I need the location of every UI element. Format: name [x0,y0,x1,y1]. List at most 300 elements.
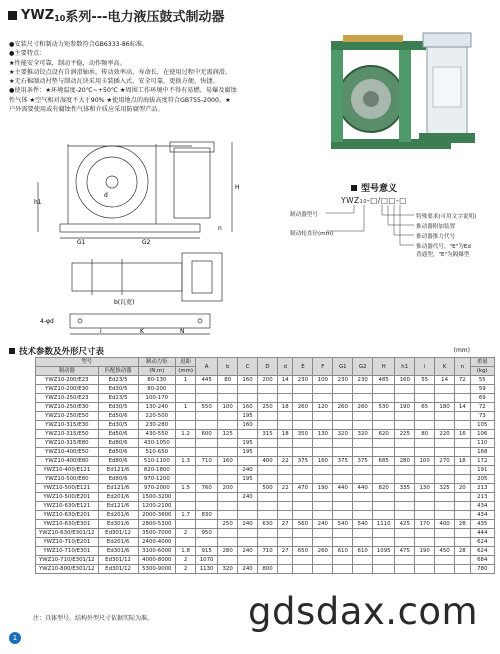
title-square-icon [8,11,17,20]
table-cell [238,529,258,538]
spec-table-body [36,376,495,574]
model-cell: YWZ10-200/E23 [36,376,99,385]
table-cell [293,529,313,538]
table-cell: 55 [415,376,435,385]
table-cell: 1.3 [176,457,196,466]
model-cell: YWZ10-630/E301 [36,520,99,529]
table-cell: 16 [455,430,470,439]
table-cell [455,466,470,475]
table-row [36,493,495,502]
table-cell: 110 [470,439,494,448]
table-cell: 195 [238,475,258,484]
table-cell [218,556,238,565]
table-cell: 2 [176,556,196,565]
table-cell [293,556,313,565]
table-cell: 280 [218,547,238,556]
table-cell: 240 [238,466,258,475]
table-cell [455,448,470,457]
table-cell: 213 [470,484,494,493]
table-cell: 970-2000 [138,484,176,493]
table-cell: 100-170 [138,394,176,403]
section-square-icon [351,185,357,191]
table-cell [176,394,196,403]
label-explosion-type: 普通型，"E"为隔爆型 [416,252,470,258]
table-cell [333,421,353,430]
label-G1: G1 [77,239,86,244]
table-cell [218,394,238,403]
table-cell [455,511,470,520]
table-cell [258,502,278,511]
table-cell [258,412,278,421]
table-cell: Ed121/6 [98,502,138,511]
label-thruster-force: 推动器推力代号 [416,234,456,240]
table-cell: 510-650 [138,448,176,457]
table-cell: 475 [395,547,415,556]
label-brake-model: 制动器型号 [290,212,318,218]
table-cell: 650 [293,547,313,556]
table-cell [395,385,415,394]
table-cell: 260 [353,403,373,412]
table-cell [373,385,395,394]
table-cell [313,475,333,484]
table-cell: Ed201/6 [98,538,138,547]
table-cell [238,556,258,565]
table-cell: 1.5 [176,484,196,493]
table-cell: Ed23/5 [98,394,138,403]
table-cell: 315 [258,430,278,439]
table-cell: 125 [218,430,238,439]
table-cell [353,502,373,511]
table-cell: 220-500 [138,412,176,421]
table-cell: 230 [293,376,313,385]
table-cell: 240 [238,493,258,502]
page-number-badge: 1 [9,632,21,644]
label-holes: 4-φd [40,318,54,325]
table-cell: 191 [470,466,494,475]
table-cell: 425 [395,520,415,529]
table-cell [395,565,415,574]
table-row [36,403,495,412]
table-cell [258,529,278,538]
table-cell: 80 [218,376,238,385]
table-cell [435,511,455,520]
table-cell [196,466,218,475]
watermark: gdsdax.com [248,590,479,633]
table-cell: 205 [470,475,494,484]
label-N: N [180,328,185,335]
table-cell: 160 [238,376,258,385]
table-cell [333,502,353,511]
table-cell: Ed50/6 [98,448,138,457]
table-cell [293,475,313,484]
table-row [36,376,495,385]
table-cell: 160 [313,457,333,466]
table-cell [455,493,470,502]
header-row: 制动器 匹配推动器 (N.m) (mm) (kg) [36,367,495,376]
table-cell: 624 [470,547,494,556]
table-cell: 72 [470,403,494,412]
table-cell: 18 [455,457,470,466]
table-cell [313,448,333,457]
table-cell [313,556,333,565]
table-cell: 325 [435,484,455,493]
table-cell: Ed301/6 [98,547,138,556]
table-cell: 1.8 [176,547,196,556]
label-K: K [140,328,144,335]
table-cell: 120 [313,403,333,412]
table-cell: 213 [470,493,494,502]
table-cell [353,475,373,484]
table-cell: 240 [238,565,258,574]
table-cell [277,439,292,448]
table-cell: 434 [470,502,494,511]
table-row [36,439,495,448]
table-cell: 170 [415,520,435,529]
table-cell [353,466,373,475]
table-cell [218,475,238,484]
table-cell: 820 [373,484,395,493]
product-photo [323,27,488,162]
table-cell: 230-280 [138,421,176,430]
table-cell: 55 [470,376,494,385]
table-cell: 100 [313,376,333,385]
table-cell: Ed301/12 [98,529,138,538]
table-cell [333,448,353,457]
table-cell [353,493,373,502]
table-cell: 240 [238,547,258,556]
table-cell: 2 [176,529,196,538]
table-cell: Ed201/6 [98,511,138,520]
table-cell [196,385,218,394]
table-cell: 130 [415,484,435,493]
table-cell: 65 [415,403,435,412]
table-cell [373,511,395,520]
header-row: 型号 制动力矩 退距 A b C D d E F G1 G2 H h1 i K n 重量 [36,358,495,367]
model-cell: YWZ10-400/E80 [36,457,99,466]
table-cell [455,529,470,538]
table-cell: 435 [470,520,494,529]
table-cell [176,475,196,484]
table-cell: 800 [258,565,278,574]
table-cell [218,538,238,547]
table-cell [415,475,435,484]
table-cell [333,538,353,547]
table-cell [176,412,196,421]
model-cell: YWZ10-315/E30 [36,421,99,430]
table-cell [218,448,238,457]
table-cell [353,412,373,421]
model-cell: YWZ10-500/E201 [36,493,99,502]
table-row [36,556,495,565]
table-cell [435,466,455,475]
table-cell: 710 [258,547,278,556]
table-cell [313,412,333,421]
label-d: d [104,192,108,199]
table-cell [238,484,258,493]
table-cell: Ed30/5 [98,403,138,412]
table-cell: 624 [470,538,494,547]
table-cell [258,448,278,457]
table-cell [218,529,238,538]
table-cell [176,493,196,502]
table-cell [238,385,258,394]
table-cell: 530 [373,403,395,412]
table-cell [277,493,292,502]
table-cell [455,502,470,511]
table-cell: 180 [435,403,455,412]
table-cell: 320 [333,430,353,439]
table-cell: 375 [293,457,313,466]
label-special-req: 特殊要求(可用文字说明) [416,214,477,220]
model-meaning-title: 型号意义 [351,181,397,194]
table-cell [395,511,415,520]
table-cell [277,511,292,520]
table-cell [196,538,218,547]
table-row [36,565,495,574]
table-cell: 1 [176,403,196,412]
label-h1: h1 [34,199,42,206]
table-cell: 335 [395,484,415,493]
table-cell: 225 [395,430,415,439]
table-cell [258,475,278,484]
table-cell [415,412,435,421]
table-cell: 100 [415,457,435,466]
table-cell: 28 [455,547,470,556]
table-cell [415,493,435,502]
table-cell [218,466,238,475]
table-cell [395,556,415,565]
model-cell: YWZ10-400/E50 [36,448,99,457]
page-title: YWZ 10 系列---电力液压鼓式制动器 [8,6,225,24]
table-cell: 80 [415,430,435,439]
table-cell [395,502,415,511]
table-cell [277,466,292,475]
table-cell [373,538,395,547]
table-cell: 172 [470,457,494,466]
table-cell [455,556,470,565]
table-cell [277,475,292,484]
table-cell [415,448,435,457]
table-cell [373,493,395,502]
table-cell: Ed301/6 [98,520,138,529]
table-cell [293,412,313,421]
table-cell: 190 [395,403,415,412]
table-cell [196,448,218,457]
table-cell: 69 [470,394,494,403]
table-cell: Ed121/6 [98,466,138,475]
table-cell [333,439,353,448]
table-cell [415,556,435,565]
table-cell [258,556,278,565]
footnote: 注：具体型号，结构外型尺寸依据实际为准。 [33,615,154,622]
table-cell: 27 [277,547,292,556]
table-cell: 1200-2100 [138,502,176,511]
table-cell: 710 [196,457,218,466]
table-cell: 230 [333,376,353,385]
table-cell [293,511,313,520]
table-cell [176,385,196,394]
table-cell: 160 [395,376,415,385]
table-cell: 760 [196,484,218,493]
table-cell: 375 [353,457,373,466]
table-cell: 168 [470,448,494,457]
table-cell: 1.2 [176,430,196,439]
table-cell: 820-1800 [138,466,176,475]
table-cell [333,529,353,538]
table-cell: 350 [293,430,313,439]
table-cell [238,430,258,439]
table-cell [415,538,435,547]
table-row [36,538,495,547]
table-cell [333,385,353,394]
model-cell: YWZ10-710/E301 [36,547,99,556]
table-cell [415,394,435,403]
table-cell [196,475,218,484]
model-cell: YWZ10-710/E201 [36,538,99,547]
table-cell: 1070 [196,556,218,565]
section-square-icon [9,348,15,354]
table-cell: 250 [258,403,278,412]
table-cell: 250 [218,520,238,529]
table-cell: 240 [313,520,333,529]
table-cell [395,421,415,430]
table-cell: 130 [313,430,333,439]
table-cell [353,448,373,457]
table-cell [277,502,292,511]
table-cell [238,457,258,466]
table-cell [313,538,333,547]
table-cell: 375 [333,457,353,466]
table-cell: 2 [176,565,196,574]
table-cell: 59 [470,385,494,394]
table-cell: 470 [293,484,313,493]
table-cell [176,448,196,457]
table-cell [373,475,395,484]
table-cell [218,421,238,430]
table-cell: 2000-3600 [138,511,176,520]
table-cell [218,412,238,421]
table-cell: 14 [435,376,455,385]
table-cell [218,493,238,502]
table-cell [395,475,415,484]
table-cell [238,511,258,520]
table-cell: 400 [258,457,278,466]
table-cell [353,565,373,574]
table-cell [238,394,258,403]
table-cell [435,439,455,448]
table-cell: 3100-6000 [138,547,176,556]
table-cell [313,466,333,475]
table-cell [395,439,415,448]
table-cell [293,466,313,475]
table-cell: 220 [435,430,455,439]
table-cell [196,394,218,403]
table-cell: 430-550 [138,430,176,439]
table-cell [313,493,333,502]
table-cell: Ed23/5 [98,376,138,385]
table-cell [277,565,292,574]
table-cell: 200 [218,484,238,493]
table-cell [313,511,333,520]
table-cell: 950 [196,529,218,538]
model-cell: YWZ10-250/E50 [36,412,99,421]
table-cell [333,565,353,574]
table-cell: 1130 [196,565,218,574]
table-cell [313,394,333,403]
table-cell [238,502,258,511]
table-cell [435,394,455,403]
model-cell: YWZ10-500/E80 [36,475,99,484]
intro-text: ●安装尺寸和制动力矩参数符合GB6333-86标准。 ●主要特点： ★性能安全可靠，制动平稳，动作频率高。 ★主要推动铰点设有自润滑轴承，传动效率高，寿命长，在使用过程中无需润滑。 ★无石棉制动衬垫与制动瓦块采用卡装插入式，安全可靠，更换方便、快捷。 ●使用条件：★环境温度-20℃~+50℃ ★周围工作环境中不得有易燃、易爆及腐蚀 性气体 ★空气相对湿度不大于90% ★使用地点的海拔高度符合GB755-2000。★ 户外需要使用或有腐蚀性气体和介质应采用防腐型产品。 [9,41,237,114]
table-cell: 260 [313,547,333,556]
table-cell: 540 [353,520,373,529]
table-cell: 2800-5300 [138,520,176,529]
table-cell [333,511,353,520]
table-cell [277,448,292,457]
table-cell [333,394,353,403]
table-cell [277,394,292,403]
label-G2: G2 [142,239,151,244]
table-cell [395,529,415,538]
table-cell: 160 [218,457,238,466]
table-cell: 160 [238,403,258,412]
table-cell [313,439,333,448]
model-cell: YWZ10-630/E121 [36,502,99,511]
table-cell [395,466,415,475]
table-cell [333,493,353,502]
table-cell [258,421,278,430]
table-cell: 685 [373,457,395,466]
table-cell: 18 [277,403,292,412]
table-cell: 73 [470,412,494,421]
table-cell [373,439,395,448]
table-cell [313,502,333,511]
table-cell [353,511,373,520]
table-cell: 2400-4000 [138,538,176,547]
model-cell: YWZ10-315/E50 [36,430,99,439]
table-cell: 430-1050 [138,439,176,448]
table-cell [455,394,470,403]
table-cell [176,466,196,475]
table-cell [435,565,455,574]
table-cell [395,448,415,457]
table-cell [277,529,292,538]
table-cell: 28 [455,520,470,529]
table-cell [455,565,470,574]
table-cell: 200 [258,376,278,385]
table-cell [313,529,333,538]
table-cell: 400 [435,520,455,529]
table-cell [293,448,313,457]
table-cell: Ed50/6 [98,412,138,421]
table-cell [353,394,373,403]
table-cell [435,538,455,547]
table-cell [277,538,292,547]
table-cell [258,538,278,547]
table-row [36,430,495,439]
model-cell: YWZ10-250/E23 [36,394,99,403]
table-cell: 190 [313,484,333,493]
table-cell: 550 [196,403,218,412]
table-cell: 830 [196,511,218,520]
table-cell: 445 [196,376,218,385]
table-cell [293,538,313,547]
table-cell: 14 [455,403,470,412]
table-cell [373,565,395,574]
table-cell: 270 [435,457,455,466]
table-cell [353,529,373,538]
table-row [36,529,495,538]
